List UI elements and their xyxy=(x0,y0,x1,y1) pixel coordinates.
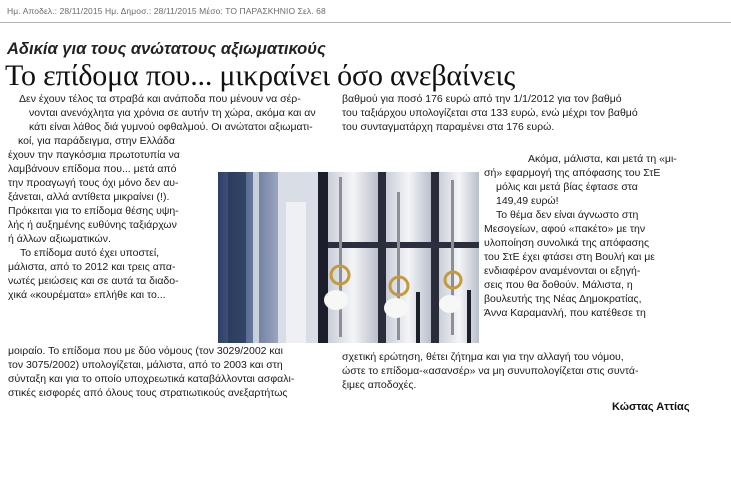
text-line: του ΣτΕ έχει φτάσει στη Βουλή και με xyxy=(484,251,655,263)
text-line: του συνταγματάρχη παραμένει στα 176 ευρώ. xyxy=(342,121,555,133)
text-line: έχουν την παγκόσμια πρωτοτυπία να xyxy=(8,149,180,161)
text-line: ώστε το επίδομα-«ασανσέρ» να μη συνυπολογίζεται στις συντά- xyxy=(342,365,639,377)
text-line: Δεν έχουν τέλος τα στραβά και ανάποδα που μένουν να σέρ- xyxy=(19,93,301,105)
text-line: Ακόμα, μάλιστα, και μετά τη «μι- xyxy=(528,153,677,165)
text-line: σύνταξη και για το οποίο υποχρεωτικά καταβάλλονται ασφαλι- xyxy=(8,373,295,385)
text-line: 149,49 ευρώ! xyxy=(496,195,559,207)
left-bottom-paragraph xyxy=(8,344,294,400)
text-line: χικά «κουρέματα» επλήθε και το... xyxy=(8,289,166,301)
text-line: ξάνεται, αλλά αντίθετα μικραίνει (!). xyxy=(8,191,170,203)
text-line: νονται ανενόχλητα για χρόνια σε αυτήν τη χώρα, ακόμα και αν xyxy=(29,107,316,119)
text-line: μάλιστα, από το 2012 και τρεις απα- xyxy=(8,261,176,273)
right-bottom-paragraph xyxy=(342,350,638,392)
clipping-header-bar xyxy=(0,0,731,23)
text-line: σεις που θα δοθούν. Μάλιστα, η xyxy=(484,279,633,291)
text-line: λής ή αυξημένης ευθύνης ταξιάρχων xyxy=(8,219,177,231)
text-line: σή» εφαρμογή της απόφασης του ΣτΕ xyxy=(484,167,661,179)
text-line: τον 3075/2002) υπολογίζεται, μάλιστα, από το 2003 και στη xyxy=(8,359,283,371)
text-line: κάτι είναι λάθος διά γυμνού οφθαλμού. Οι ανώτατοι αξιωματι- xyxy=(29,121,313,133)
text-line: μόλις και μετά βίας έφτασε στα xyxy=(496,181,638,193)
officers-photo-illustration xyxy=(218,172,479,343)
text-line: νωτές μειώσεις και σε αυτά τα διαδο- xyxy=(8,275,179,287)
article-author: Κώστας Αττίας xyxy=(612,401,690,413)
text-line: βαθμού για ποσό 176 ευρώ από την 1/1/2012 για τον βαθμό xyxy=(342,93,622,105)
right-top-paragraph xyxy=(342,92,638,134)
article-photo xyxy=(218,172,479,343)
left-wrap-paragraph xyxy=(8,134,180,302)
article-headline: Το επίδομα που... μικραίνει όσο ανεβαίνεις xyxy=(5,59,516,92)
text-line: την προαγωγή τους όχι μόνο δεν αυ- xyxy=(8,177,179,189)
clipping-metadata: Ημ. Αποδελ.: 28/11/2015 Ημ. Δημοσ.: 28/11/2015 Μέσο: ΤΟ ΠΑΡΑΣΚΗΝΙΟ Σελ. 68 xyxy=(7,6,326,16)
text-line: κοί, για παράδειγμα, στην Ελλάδα xyxy=(18,135,175,147)
article-kicker: Αδικία για τους ανώτατους αξιωματικούς xyxy=(7,40,326,58)
intro-paragraph xyxy=(19,92,316,134)
text-line: στικές εισφορές από όλους τους στρατιωτικούς ανεξαρτήτως xyxy=(8,387,288,399)
text-line: σχετική ερώτηση, θέτει ζήτημα και για την αλλαγή του νόμου, xyxy=(342,351,624,363)
text-line: Πρόκειται για το επίδομα θέσης υψη- xyxy=(8,205,179,217)
text-line: του ταξιάρχου υπολογίζεται στα 133 ευρώ, ενώ μέχρι τον βαθμό xyxy=(342,107,638,119)
text-line: μοιραίο. Το επίδομα που με δύο νόμους (τον 3029/2002 και xyxy=(8,345,283,357)
text-line: ή άλλων αξιωματικών. xyxy=(8,233,111,245)
text-line: Άννα Καραμανλή, που κατέθεσε τη xyxy=(484,307,646,319)
text-line: υλοποίηση συνολικά της απόφασης xyxy=(484,237,650,249)
text-line: Μεσογείων, αφού «πακέτο» με την xyxy=(484,223,646,235)
text-line: βουλευτής της Νέας Δημοκρατίας, xyxy=(484,293,642,305)
text-line: Το θέμα δεν είναι άγνωστο στη xyxy=(496,209,639,221)
text-line: Το επίδομα αυτό έχει υποστεί, xyxy=(20,247,160,259)
right-wrap-paragraph xyxy=(484,152,677,320)
text-line: λαμβάνουν επίδομα που... μετά από xyxy=(8,163,177,175)
text-line: ξιμες αποδοχές. xyxy=(342,379,417,391)
text-line: ενδιαφέρον αναμένονται οι εξηγή- xyxy=(484,265,641,277)
